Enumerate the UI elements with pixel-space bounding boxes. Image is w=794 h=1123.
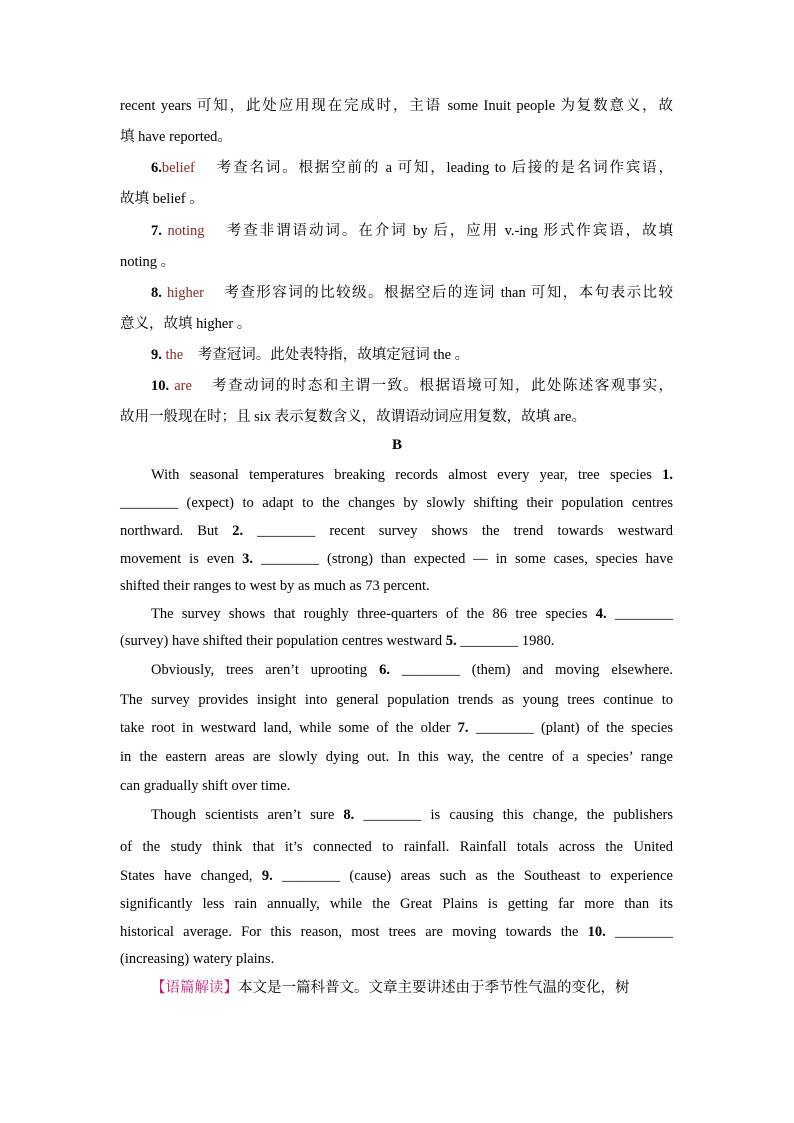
answer-explanation: 考查形容词的比较级。根据空后的连词 than 可知，本句表示比较: [224, 285, 674, 301]
passage-line: [120, 549, 673, 569]
passage-line: [120, 866, 673, 886]
answer-text-line: 故用一般现在时；且 six 表示复数含义，故谓语动词应用复数，故填 are。: [120, 409, 586, 425]
answer-item-8: [151, 283, 673, 303]
passage-text: (strong) than expected — in some cases, species have: [319, 551, 674, 567]
answer-word: the: [165, 347, 184, 363]
passage-text: The survey shows that roughly three-quarters of the 86 tree species: [151, 606, 596, 622]
answer-item-7: [151, 221, 673, 241]
passage-line: [151, 604, 673, 624]
blank-line[interactable]: ________: [363, 807, 422, 823]
passage-line: of the study think that it’s connected to rainfall. Rainfall totals across the United: [120, 839, 673, 855]
answer-text-line: noting 。: [120, 254, 176, 270]
passage-line: [120, 718, 673, 738]
passage-text: Though scientists aren’t sure: [151, 807, 344, 823]
reading-note: [151, 978, 673, 998]
answer-word: are: [174, 378, 192, 394]
blank-number: 6.: [379, 662, 390, 678]
answer-item-9: [151, 345, 673, 365]
passage-text: (them) and moving elsewhere.: [459, 662, 673, 678]
passage-line: significantly less rain annually, while the Great Plains is getting far more than its: [120, 896, 673, 912]
blank-number: 8.: [343, 807, 355, 823]
blank-number: 3.: [242, 551, 254, 567]
reading-note-tag: 【语篇解读】: [151, 980, 238, 996]
passage-line: [120, 521, 673, 541]
blank-line[interactable]: ________: [615, 606, 673, 622]
blank-line[interactable]: ________: [257, 523, 316, 539]
answer-word: higher: [166, 285, 205, 301]
reading-note-text: 本文是一篇科普文。文章主要讲述由于季节性气温的变化，树: [238, 980, 630, 996]
blank-number: 1.: [662, 467, 673, 483]
passage-line: [151, 465, 673, 485]
answer-text-line: 意义，故填 higher 。: [120, 316, 252, 332]
passage-line: can gradually shift over time.: [120, 778, 291, 794]
answer-text-line: recent years 可知，此处应用现在完成时，主语 some Inuit people 为复数意义，故: [120, 98, 673, 114]
answer-explanation: 考查冠词。此处表特指，故填定冠词 the 。: [197, 347, 470, 363]
blank-number: 2.: [232, 523, 244, 539]
answer-explanation: 考查非谓语动词。在介词 by 后，应用 v.-ing 形式作宾语，故填: [226, 223, 674, 239]
blank-line[interactable]: ________: [460, 633, 519, 649]
passage-line: [151, 805, 673, 825]
passage-text: States have changed,: [120, 868, 262, 884]
passage-text: is causing this change, the publishers: [421, 807, 674, 823]
passage-text: (expect) to adapt to the changes by slowly shifting their population centres: [186, 495, 673, 511]
passage-line: in the eastern areas are slowly dying out. In this way, the centre of a species’ range: [120, 749, 673, 765]
answer-number: 9.: [151, 347, 162, 363]
answer-item-10: [151, 376, 673, 396]
answer-explanation: 考查动词的时态和主谓一致。根据语境可知，此处陈述客观事实，: [212, 378, 674, 394]
blank-number: 5.: [445, 633, 457, 649]
answer-number: 10.: [151, 378, 170, 394]
blank-line[interactable]: ________: [282, 868, 341, 884]
blank-line[interactable]: ________: [615, 924, 674, 940]
blank-number: 10.: [587, 924, 606, 940]
passage-line: The survey provides insight into general population trends as young trees continue to: [120, 692, 673, 708]
answer-number: 7.: [151, 223, 162, 239]
passage-line: (increasing) watery plains.: [120, 951, 275, 967]
passage-line: [151, 660, 673, 680]
blank-line[interactable]: ________: [401, 662, 460, 678]
passage-text: With seasonal temperatures breaking records almost every year, tree species: [151, 467, 663, 483]
passage-text: (survey) have shifted their population centres westward: [120, 633, 446, 649]
blank-line[interactable]: ________: [261, 551, 320, 567]
passage-text: recent survey shows the trend towards westward: [315, 523, 674, 539]
passage-text: take root in westward land, while some of the older: [120, 720, 458, 736]
section-heading: B: [391, 437, 402, 453]
blank-number: 7.: [457, 720, 469, 736]
blank-line[interactable]: ________: [475, 720, 534, 736]
answer-word: noting: [167, 223, 205, 239]
answer-text-line: 填 have reported。: [120, 129, 232, 145]
passage-text: historical average. For this reason, most trees are moving towards the: [120, 924, 588, 940]
passage-line: [120, 922, 673, 942]
answer-word: belief: [161, 160, 195, 176]
passage-text: movement is even: [120, 551, 243, 567]
answer-number: 8.: [151, 285, 162, 301]
blank-number: 4.: [595, 606, 607, 622]
answer-number: 6.: [151, 160, 162, 176]
passage-text: (plant) of the species: [533, 720, 673, 736]
answer-item-6: [151, 158, 673, 178]
passage-text: Obviously, trees aren’t uprooting: [151, 662, 380, 678]
blank-number: 9.: [261, 868, 273, 884]
passage-text: (cause) areas such as the Southeast to experience: [340, 868, 673, 884]
passage-line: shifted their ranges to west by as much as 73 percent.: [120, 578, 430, 594]
blank-line[interactable]: ________: [120, 495, 178, 511]
answer-text-line: 故填 belief 。: [120, 191, 204, 207]
passage-line: [120, 493, 673, 513]
passage-text: northward. But: [120, 523, 233, 539]
passage-text: 1980.: [518, 633, 555, 649]
passage-line: [120, 631, 673, 651]
answer-explanation: 考查名词。根据空前的 a 可知，leading to 后接的是名词作宾语，: [216, 160, 673, 176]
